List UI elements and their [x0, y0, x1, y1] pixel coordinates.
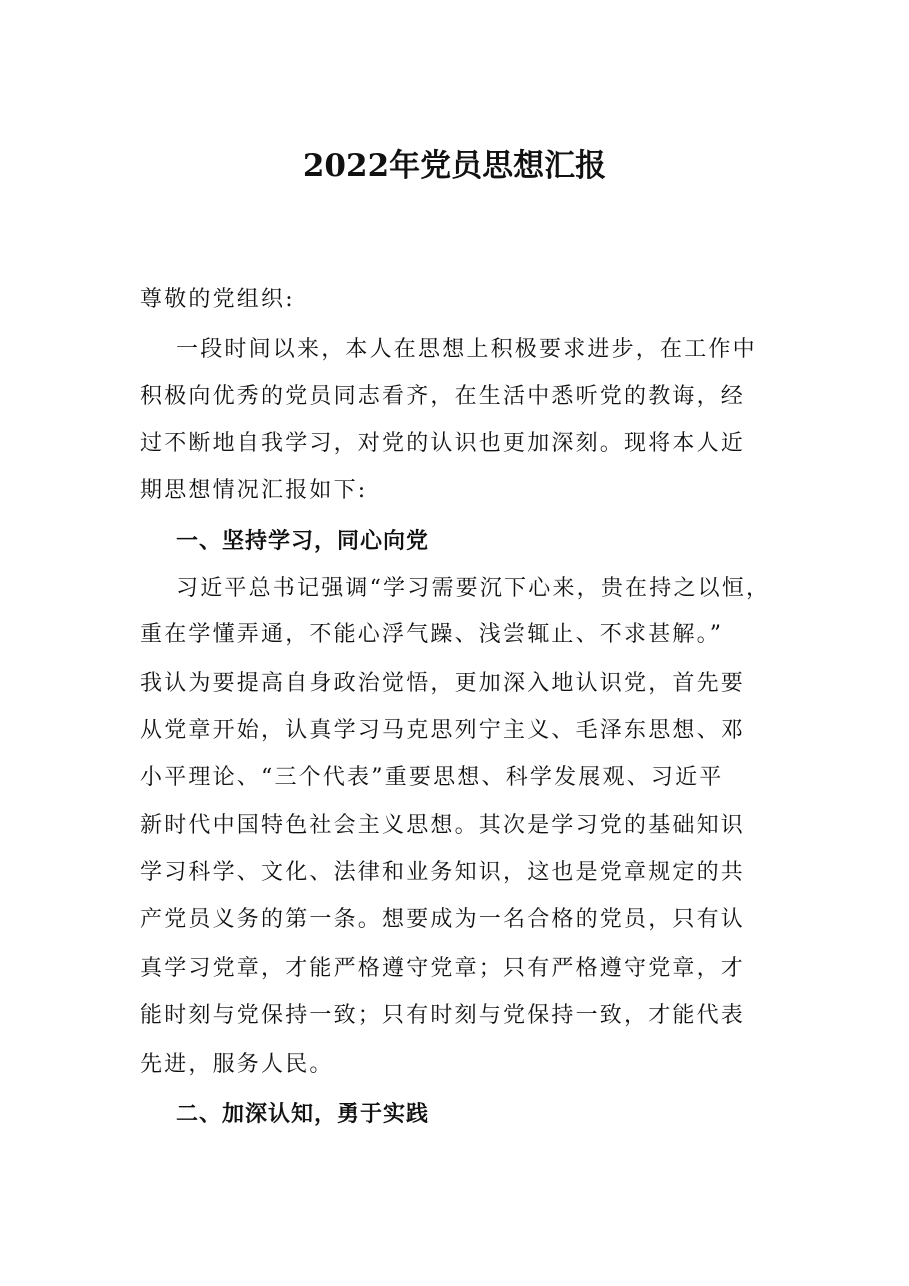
section1-line-4: 从党章开始，认真学习马克思列宁主义、毛泽东思想、邓	[140, 718, 746, 743]
intro-line-1: 一段时间以来，本人在思想上积极要求进步，在工作中	[176, 337, 757, 362]
section1-line-2: 重在学懂弄通，不能心浮气躁、浅尝辄止、不求甚解。”	[140, 622, 724, 647]
intro-line-2: 积极向优秀的党员同志看齐，在生活中悉听党的教诲，经	[140, 384, 746, 409]
section1-line-5: 小平理论、“三个代表”重要思想、科学发展观、习近平	[140, 765, 724, 790]
section1-line-1: 习近平总书记强调“学习需要沉下心来，贵在持之以恒，	[176, 576, 771, 601]
intro-line-3: 过不断地自我学习，对党的认识也更加深刻。现将本人近	[140, 431, 746, 456]
section-heading-2: 二、加深认知，勇于实践	[176, 1101, 430, 1127]
section1-line-3: 我认为要提高自身政治觉悟，更加深入地认识党，首先要	[140, 671, 746, 696]
section1-line-11: 先进，服务人民。	[140, 1052, 334, 1077]
section1-line-10: 能时刻与党保持一致；只有时刻与党保持一致，才能代表	[140, 1003, 746, 1028]
section1-line-9: 真学习党章，才能严格遵守党章；只有严格遵守党章，才	[140, 956, 746, 981]
document-title: 2022年党员思想汇报	[302, 148, 607, 184]
section1-line-6: 新时代中国特色社会主义思想。其次是学习党的基础知识	[140, 813, 746, 838]
section-heading-1: 一、坚持学习，同心向党	[176, 528, 430, 554]
intro-line-4: 期思想情况汇报如下:	[140, 478, 368, 503]
section1-line-8: 产党员义务的第一条。想要成为一名合格的党员，只有认	[140, 907, 746, 932]
salutation: 尊敬的党组织:	[140, 287, 295, 312]
section1-line-7: 学习科学、文化、法律和业务知识，这也是党章规定的共	[140, 860, 746, 885]
